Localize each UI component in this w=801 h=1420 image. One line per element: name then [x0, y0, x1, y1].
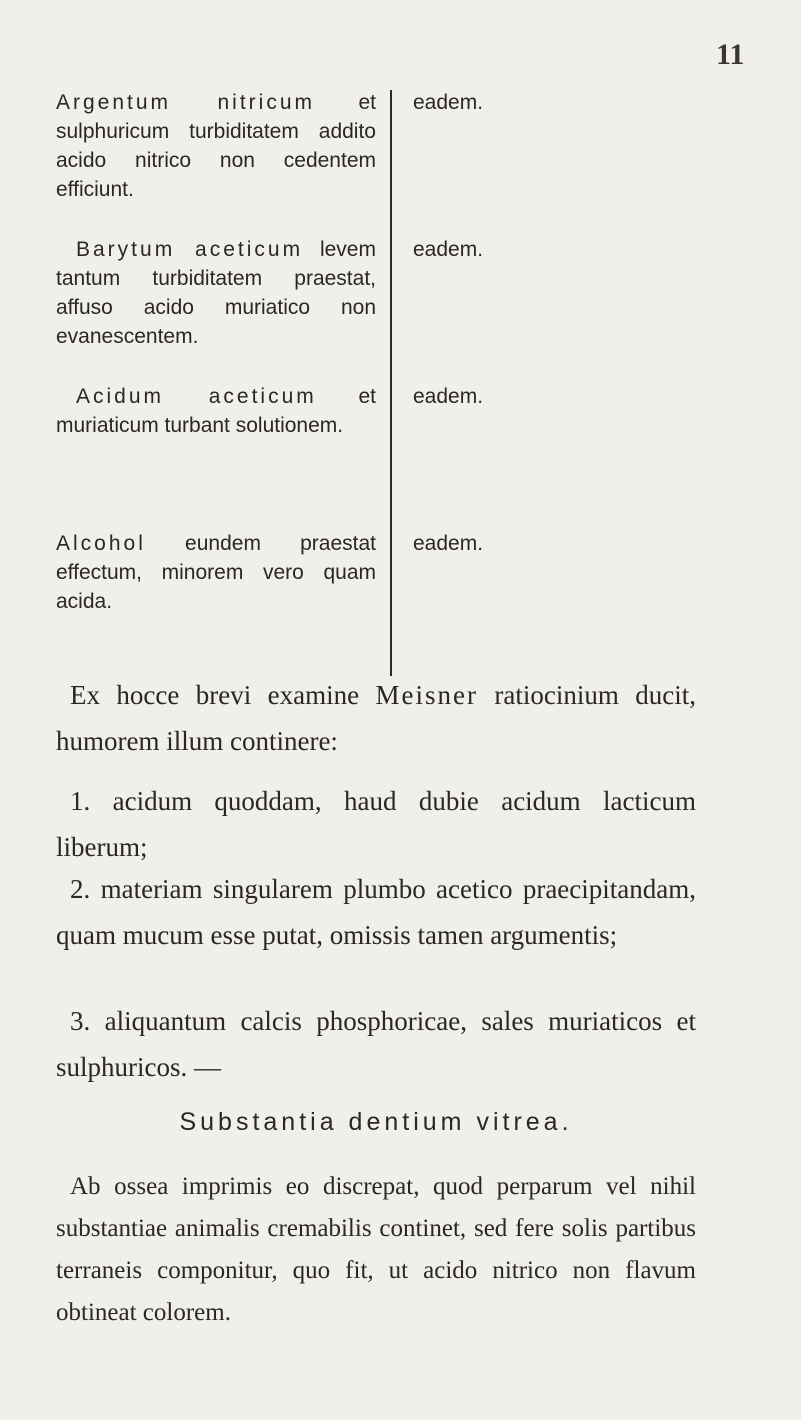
reagent-name: Acidum aceticum: [76, 385, 317, 408]
table-cell-result: eadem.: [413, 532, 484, 555]
table-row: [56, 529, 636, 679]
intro-text-before: Ex hocce brevi examine: [70, 680, 376, 710]
reagent-name: Barytum aceticum: [76, 238, 304, 261]
reagent-description: et sulphuricum turbiditatem addito acido nitrico non cedentem efficiunt.: [56, 91, 376, 201]
list-item: 1. acidum quoddam, haud dubie acidum lacticum liberum;: [56, 786, 696, 862]
table-cell-result: eadem.: [413, 385, 484, 408]
reagent-description: eundem praestat effectum, minorem vero quam acida.: [56, 532, 376, 613]
table-cell-result: eadem.: [413, 238, 484, 261]
reagent-description: et muriaticum turbant solutionem.: [56, 385, 376, 437]
table-cell-result: eadem.: [413, 91, 484, 114]
list-item: 2. materiam singularem plumbo acetico praecipitandam, quam mucum esse putat, omissis tamen argumentis;: [56, 874, 696, 950]
comparison-table: [56, 88, 636, 679]
section-heading: Substantia dentium vitrea.: [179, 1108, 573, 1136]
intro-text-after: ratiocinium ducit, humorem illum continere:: [56, 680, 696, 756]
table-cell-reagent: [56, 235, 386, 351]
reagent-name: Alcohol: [56, 532, 146, 555]
table-row: [56, 235, 636, 382]
body-paragraph: Ab ossea imprimis eo discrepat, quod perparum vel nihil substantiae animalis cremabilis continet, sed fere solis partibus terraneis componitur, quo fit, ut acido nitrico non flavum obtineat colorem.: [56, 1173, 696, 1326]
list-item: 3. aliquantum calcis phosphoricae, sales muriaticos et sulphuricos. —: [56, 1006, 696, 1082]
reagent-name: Argentum nitricum: [56, 91, 316, 114]
table-row: [56, 382, 636, 529]
table-row: [56, 88, 636, 235]
table-cell-reagent: [56, 382, 386, 440]
page-number: 11: [716, 38, 745, 71]
table-cell-reagent: [56, 88, 386, 204]
reagent-description: levem tantum turbiditatem praestat, affuso acido muriatico non evanescentem.: [56, 238, 376, 348]
intro-paragraph: [56, 672, 696, 764]
table-cell-reagent: [56, 529, 386, 616]
author-name: Meisner: [375, 680, 478, 710]
